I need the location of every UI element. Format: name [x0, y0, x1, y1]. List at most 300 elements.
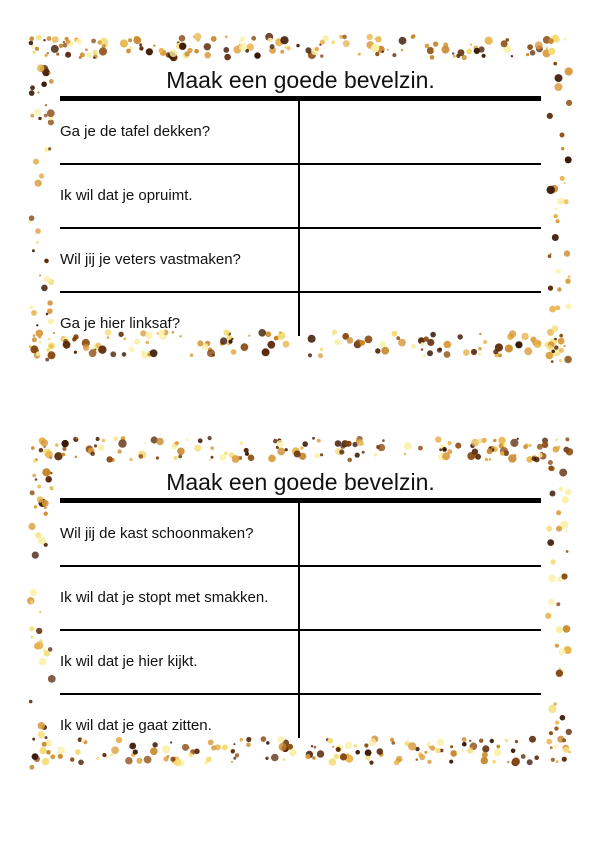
answer-cell[interactable]: [302, 101, 541, 163]
confetti-dot: [120, 39, 128, 47]
confetti-dot: [566, 448, 573, 455]
confetti-dot: [28, 523, 35, 530]
confetti-dot: [35, 47, 39, 51]
answer-cell[interactable]: [302, 631, 541, 693]
confetti-dot: [78, 760, 84, 766]
answer-cell[interactable]: [302, 695, 541, 757]
card-title: Maak een goede bevelzin.: [166, 67, 435, 93]
question-text: Wil jij de kast schoonmaken?: [60, 525, 254, 542]
confetti-dot: [62, 453, 66, 457]
confetti-dot: [498, 437, 505, 444]
confetti-dot: [156, 456, 159, 459]
question-text: Ga je hier linksaf?: [60, 315, 181, 332]
confetti-dot: [179, 35, 186, 42]
confetti-dot: [44, 276, 51, 283]
table-row: [60, 503, 541, 567]
confetti-dot: [478, 439, 483, 444]
confetti-dot: [30, 490, 35, 495]
confetti-dot: [49, 79, 54, 84]
confetti-dot: [231, 761, 233, 763]
confetti-dot: [320, 453, 323, 456]
confetti-dot: [530, 50, 536, 56]
confetti-dot: [560, 715, 566, 721]
confetti-dot: [29, 36, 34, 41]
confetti-dot: [556, 602, 560, 606]
confetti-dot: [169, 49, 177, 57]
confetti-dot: [471, 439, 479, 447]
confetti-dot: [545, 613, 551, 619]
confetti-dot: [239, 43, 247, 51]
confetti-dot: [507, 761, 509, 763]
confetti-dot: [34, 109, 41, 116]
confetti-dot: [564, 356, 572, 364]
confetti-dot: [511, 55, 513, 57]
confetti-dot: [30, 85, 35, 90]
table-row: [60, 101, 541, 165]
confetti-dot: [449, 760, 453, 764]
confetti-dot: [374, 453, 378, 457]
confetti-dot: [548, 286, 553, 291]
column-divider: [298, 498, 300, 738]
confetti-dot: [500, 451, 504, 455]
confetti-dot: [552, 234, 559, 241]
confetti-dot: [492, 760, 496, 764]
confetti-dot: [224, 54, 231, 61]
confetti-dot: [32, 249, 35, 252]
worksheet-card-1: [0, 30, 600, 370]
confetti-dot: [551, 360, 554, 363]
confetti-dot: [97, 40, 101, 44]
confetti-dot: [548, 254, 552, 258]
confetti-dot: [39, 341, 42, 344]
confetti-dot: [159, 48, 164, 53]
confetti-dot: [546, 352, 554, 360]
confetti-dot: [30, 589, 37, 596]
confetti-dot: [47, 308, 53, 314]
confetti-dot: [48, 351, 56, 359]
confetti-dot: [36, 241, 39, 244]
confetti-dot: [548, 599, 555, 606]
confetti-dot: [563, 38, 566, 41]
confetti-dot: [564, 250, 570, 256]
confetti-dot: [562, 738, 566, 742]
confetti-dot: [563, 345, 565, 347]
confetti-dot: [31, 446, 35, 450]
confetti-dot: [546, 47, 548, 49]
confetti-dot: [85, 48, 88, 51]
confetti-dot: [526, 53, 529, 56]
confetti-dot: [510, 439, 518, 447]
confetti-dot: [442, 46, 450, 54]
confetti-dot: [475, 454, 481, 460]
confetti-dot: [554, 345, 558, 349]
confetti-dot: [404, 453, 407, 456]
confetti-dot: [32, 738, 35, 741]
confetti-dot: [565, 530, 567, 532]
confetti-dot: [555, 644, 559, 648]
confetti-dot: [48, 147, 51, 150]
confetti-dot: [50, 486, 54, 490]
confetti-dot: [35, 641, 43, 649]
confetti-dot: [433, 41, 438, 46]
confetti-dot: [39, 274, 41, 276]
confetti-dot: [566, 100, 572, 106]
confetti-dot: [559, 345, 562, 348]
confetti-dot: [556, 626, 563, 633]
confetti-dot: [285, 448, 288, 451]
confetti-dot: [225, 35, 228, 38]
confetti-dot: [556, 219, 560, 223]
confetti-dot: [210, 446, 214, 450]
confetti-dot: [553, 702, 556, 705]
confetti-dot: [346, 441, 351, 446]
answer-cell[interactable]: [302, 567, 541, 629]
confetti-dot: [47, 52, 49, 54]
confetti-dot: [32, 753, 39, 760]
confetti-dot: [153, 45, 155, 47]
confetti-dot: [244, 448, 249, 453]
confetti-dot: [208, 436, 212, 440]
confetti-dot: [565, 67, 573, 75]
confetti-dot: [37, 496, 43, 502]
confetti-dot: [75, 437, 77, 439]
confetti-dot: [317, 439, 321, 443]
confetti-dot: [277, 440, 285, 448]
confetti-dot: [529, 444, 532, 447]
confetti-dot: [45, 476, 52, 483]
answer-cell[interactable]: [302, 229, 541, 291]
confetti-dot: [239, 441, 243, 445]
confetti-dot: [151, 47, 154, 50]
confetti-dot: [547, 539, 554, 546]
confetti-dot: [54, 452, 62, 460]
confetti-dot: [146, 48, 153, 55]
confetti-dot: [38, 117, 41, 120]
confetti-dot: [565, 489, 572, 496]
confetti-dot: [331, 40, 335, 44]
question-text: Ik wil dat je gaat zitten.: [60, 717, 212, 734]
confetti-dot: [442, 447, 447, 452]
confetti-dot: [126, 49, 131, 54]
confetti-dot: [63, 43, 68, 48]
confetti-dot: [31, 636, 34, 639]
confetti-dot: [37, 91, 39, 93]
confetti-dot: [378, 444, 386, 452]
confetti-dot: [433, 49, 435, 51]
confetti-dot: [128, 38, 132, 42]
confetti-dot: [56, 53, 59, 56]
confetti-dot: [549, 306, 556, 313]
confetti-dot: [401, 49, 404, 52]
confetti-dot: [98, 445, 105, 452]
confetti-dot: [357, 439, 364, 446]
confetti-dot: [32, 337, 37, 342]
confetti-dot: [29, 305, 33, 309]
confetti-dot: [470, 44, 472, 46]
confetti-dot: [53, 332, 55, 334]
confetti-dot: [549, 731, 553, 735]
confetti-dot: [106, 456, 112, 462]
confetti-dot: [36, 324, 38, 326]
confetti-dot: [561, 573, 567, 579]
confetti-dot: [452, 52, 455, 55]
confetti-dot: [555, 721, 559, 725]
confetti-dot: [179, 43, 186, 50]
confetti-dot: [42, 82, 47, 87]
confetti-dot: [86, 52, 92, 58]
confetti-dot: [29, 215, 35, 221]
confetti-dot: [558, 338, 565, 345]
confetti-dot: [46, 750, 51, 755]
confetti-dot: [537, 444, 543, 450]
confetti-dot: [59, 44, 63, 48]
confetti-dot: [251, 36, 256, 41]
confetti-dot: [305, 47, 311, 53]
confetti-dot: [35, 478, 38, 481]
confetti-dot: [270, 44, 275, 49]
confetti-dot: [548, 48, 555, 55]
confetti-dot: [555, 760, 558, 763]
confetti-dot: [548, 705, 556, 713]
confetti-dot: [38, 731, 45, 738]
confetti-dot: [48, 319, 54, 325]
confetti-dot: [129, 458, 133, 462]
confetti-dot: [517, 438, 519, 440]
confetti-dot: [320, 54, 323, 57]
confetti-dot: [32, 474, 36, 478]
confetti-dot: [564, 199, 569, 204]
confetti-dot: [550, 746, 553, 749]
confetti-dot: [93, 57, 95, 59]
question-text: Ik wil dat je stopt met smakken.: [60, 589, 269, 606]
confetti-dot: [565, 156, 572, 163]
confetti-dot: [34, 505, 37, 508]
confetti-dot: [44, 512, 48, 516]
confetti-dot: [447, 449, 452, 454]
confetti-dot: [369, 761, 373, 765]
confetti-dot: [556, 269, 561, 274]
confetti-dot: [453, 55, 456, 58]
confetti-dot: [92, 50, 97, 55]
confetti-dot: [139, 454, 144, 459]
confetti-dot: [173, 456, 177, 460]
confetti-dot: [39, 658, 47, 666]
confetti-dot: [560, 133, 565, 138]
confetti-dot: [91, 39, 96, 44]
confetti-dot: [45, 358, 49, 362]
confetti-dot: [399, 37, 407, 45]
confetti-dot: [554, 744, 559, 749]
confetti-dot: [45, 451, 53, 459]
confetti-dot: [41, 285, 48, 292]
confetti-dot: [204, 43, 211, 50]
confetti-dot: [62, 447, 66, 451]
confetti-dot: [91, 452, 95, 456]
confetti-dot: [37, 64, 45, 72]
confetti-dot: [31, 45, 35, 49]
confetti-dot: [553, 62, 557, 66]
confetti-dot: [99, 47, 107, 55]
confetti-dot: [551, 350, 555, 354]
confetti-dot: [527, 759, 533, 765]
confetti-dot: [144, 442, 146, 444]
confetti-dot: [550, 559, 556, 565]
confetti-dot: [367, 34, 373, 40]
confetti-dot: [489, 458, 491, 460]
confetti-dot: [508, 454, 516, 462]
confetti-dot: [35, 180, 42, 187]
confetti-dot: [30, 114, 34, 118]
confetti-dot: [565, 303, 571, 309]
confetti-dot: [102, 439, 106, 443]
confetti-dot: [32, 552, 39, 559]
confetti-dot: [487, 448, 493, 454]
confetti-dot: [339, 449, 344, 454]
confetti-dot: [44, 506, 47, 509]
confetti-dot: [559, 487, 564, 492]
confetti-dot: [232, 455, 240, 463]
confetti-dot: [448, 441, 452, 445]
confetti-dot: [49, 72, 51, 74]
confetti-dot: [41, 439, 48, 446]
confetti-dot: [94, 444, 97, 447]
confetti-dot: [485, 458, 489, 462]
answer-cell[interactable]: [302, 503, 541, 565]
confetti-dot: [566, 550, 569, 553]
confetti-dot: [38, 336, 41, 339]
confetti-dot: [76, 39, 82, 45]
confetti-dot: [563, 747, 569, 753]
confetti-dot: [556, 526, 562, 532]
confetti-dot: [546, 526, 552, 532]
confetti-dot: [117, 449, 121, 453]
confetti-dot: [156, 438, 163, 445]
confetti-dot: [240, 36, 245, 41]
confetti-dot: [501, 40, 508, 47]
confetti-dot: [139, 43, 142, 46]
confetti-dot: [29, 700, 33, 704]
confetti-dot: [562, 496, 569, 503]
confetti-dot: [197, 39, 200, 42]
confetti-dot: [411, 35, 415, 39]
confetti-dot: [248, 455, 255, 462]
confetti-dot: [96, 437, 100, 441]
confetti-dot: [554, 214, 558, 218]
answer-cell[interactable]: [302, 293, 541, 355]
question-text: Ga je de tafel dekken?: [60, 123, 211, 140]
card-title: Maak een goede bevelzin.: [166, 469, 435, 495]
confetti-dot: [555, 74, 563, 82]
confetti-dot: [435, 436, 441, 442]
confetti-dot: [547, 186, 555, 194]
confetti-dot: [209, 459, 211, 461]
confetti-dot: [439, 448, 442, 451]
confetti-dot: [268, 38, 273, 43]
confetti-dot: [551, 758, 555, 762]
confetti-dot: [355, 453, 360, 458]
confetti-dot: [343, 40, 350, 47]
confetti-dot: [382, 51, 384, 53]
confetti-dot: [30, 765, 35, 770]
confetti-dot: [387, 49, 389, 51]
confetti-dot: [300, 446, 303, 449]
confetti-dot: [33, 159, 39, 165]
confetti-dot: [43, 39, 45, 41]
confetti-dot: [48, 675, 56, 683]
confetti-dot: [185, 51, 190, 56]
confetti-dot: [284, 46, 287, 49]
confetti-dot: [36, 330, 44, 338]
confetti-dot: [55, 443, 58, 446]
confetti-dot: [315, 453, 321, 459]
confetti-dot: [404, 442, 412, 450]
confetti-dot: [375, 52, 379, 56]
confetti-dot: [79, 56, 82, 59]
confetti-dot: [430, 55, 435, 60]
confetti-dot: [280, 36, 288, 44]
confetti-dot: [558, 198, 565, 205]
confetti-dot: [45, 736, 48, 739]
confetti-dot: [561, 147, 564, 150]
confetti-dot: [254, 52, 260, 58]
confetti-dot: [474, 48, 480, 54]
confetti-dot: [211, 36, 217, 42]
table-row: [60, 229, 541, 293]
confetti-dot: [466, 48, 472, 54]
answer-cell[interactable]: [302, 165, 541, 227]
confetti-dot: [548, 460, 553, 465]
confetti-dot: [491, 446, 494, 449]
confetti-dot: [527, 44, 533, 50]
confetti-dot: [44, 259, 49, 264]
confetti-dot: [562, 757, 567, 762]
confetti-dot: [211, 456, 214, 459]
confetti-dot: [47, 109, 55, 117]
confetti-dot: [38, 537, 46, 545]
confetti-dot: [329, 758, 337, 766]
confetti-dot: [204, 52, 211, 59]
confetti-dot: [557, 287, 561, 291]
confetti-dot: [342, 35, 347, 40]
confetti-dot: [548, 575, 556, 583]
confetti-dot: [392, 53, 396, 57]
confetti-dot: [547, 113, 553, 119]
exercise-table: [60, 498, 541, 759]
confetti-dot: [546, 739, 552, 745]
confetti-dot: [42, 742, 47, 747]
confetti-dot: [178, 455, 182, 459]
confetti-dot: [371, 44, 379, 52]
confetti-dot: [418, 446, 423, 451]
confetti-dot: [61, 440, 68, 447]
confetti-dot: [46, 348, 50, 352]
confetti-dot: [565, 437, 569, 441]
confetti-dot: [335, 440, 342, 447]
confetti-dot: [39, 173, 44, 178]
confetti-dot: [554, 83, 562, 91]
confetti-dot: [566, 729, 572, 735]
table-row: [60, 631, 541, 695]
confetti-dot: [458, 49, 465, 56]
question-text: Ik wil dat je opruimt.: [60, 187, 193, 204]
confetti-dot: [552, 325, 559, 332]
confetti-dot: [302, 441, 308, 447]
confetti-dot: [382, 439, 385, 442]
confetti-dot: [45, 104, 47, 106]
confetti-dot: [548, 466, 553, 471]
confetti-dot: [29, 41, 34, 46]
confetti-dot: [559, 359, 562, 362]
